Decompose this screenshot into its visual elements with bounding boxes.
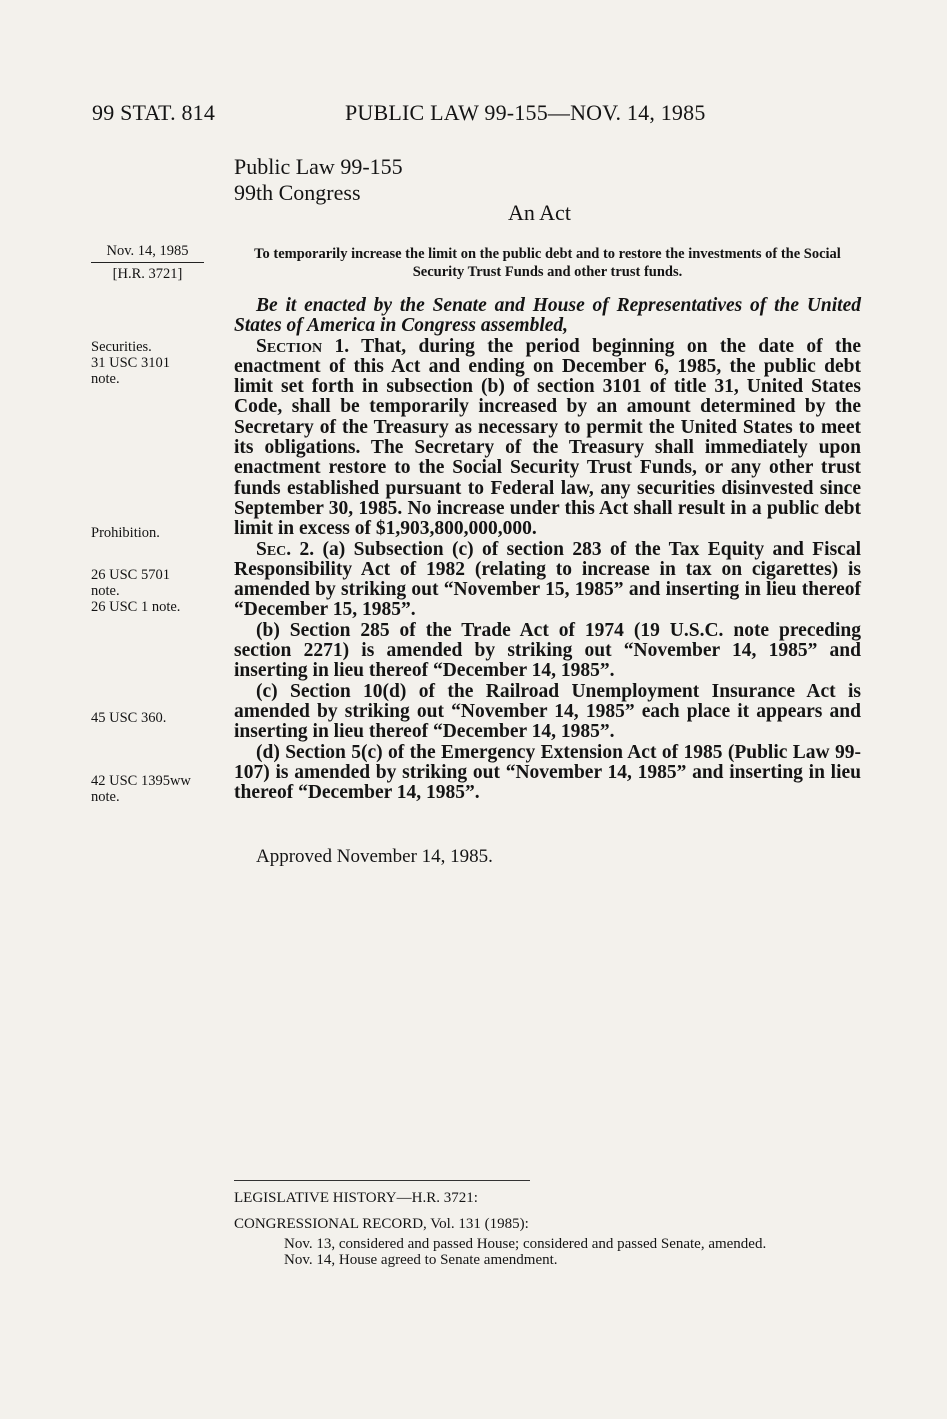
margin-note-line: 42 USC 1395ww bbox=[91, 773, 191, 789]
margin-note-line: note. bbox=[91, 371, 120, 387]
section-2a-text: 2. (a) Subsection (c) of section 283 of the Tax Equity and Fiscal Responsibility Act of 1982 (relating to increase in tax on cigarettes) is amended by striking out “November 15, 1985” and inserting in lieu thereof “December 15, 1985”. bbox=[234, 538, 861, 621]
enacting-clause: Be it enacted by the Senate and House of Representatives of the United States of America in Congress assembled, bbox=[234, 295, 861, 337]
section-1-label: Section bbox=[256, 335, 323, 357]
section-1 bbox=[234, 337, 861, 540]
history-entry: Nov. 14, House agreed to Senate amendment. bbox=[284, 1252, 558, 1268]
section-2a bbox=[234, 540, 861, 621]
margin-note-line: 26 USC 1 note. bbox=[91, 599, 181, 615]
congress-label: 99th Congress bbox=[234, 180, 361, 205]
approval-line: Approved November 14, 1985. bbox=[256, 846, 493, 867]
law-number: Public Law 99-155 bbox=[234, 154, 403, 179]
history-entry: Nov. 13, considered and passed House; considered and passed Senate, amended. bbox=[284, 1236, 767, 1252]
section-2b: (b) Section 285 of the Trade Act of 1974 (19 U.S.C. note preceding section 2271) is amended by striking out “November 14, 1985” and inserting in lieu thereof “December 14, 1985”. bbox=[234, 619, 861, 682]
margin-note bbox=[91, 710, 166, 726]
section-1-text: 1. That, during the period beginning on the date of the enactment of this Act and ending on December 6, 1985, the public debt limit set forth in subsection (b) of section 3101 of title 31, United States Code, shall be temporarily increased by an amount determined by the Secretary of the Treasury as necessary to permit the United States to meet its obligations. The Secretary of the Treasury shall immediately upon enactment restore to the Social Security Trust Funds, or any other trust funds established pursuant to Federal law, any securities disinvested since September 30, 1985. No increase under this Act shall result in a public debt limit in excess of $1,903,800,000,000. bbox=[234, 335, 861, 540]
stat-reference: 99 STAT. 814 bbox=[92, 100, 216, 125]
date-divider bbox=[91, 262, 204, 263]
margin-note bbox=[91, 567, 180, 615]
bill-number: [H.R. 3721] bbox=[112, 266, 183, 282]
margin-note bbox=[91, 525, 160, 541]
margin-note-line: Securities. bbox=[91, 339, 152, 355]
margin-note-line: 26 USC 5701 bbox=[91, 567, 170, 583]
margin-note bbox=[91, 773, 191, 805]
margin-date-block bbox=[91, 243, 204, 283]
purpose-statement: To temporarily increase the limit on the public debt and to restore the investments of the Social Security Trust Funds and other trust funds. bbox=[254, 246, 841, 280]
congressional-record-line: CONGRESSIONAL RECORD, Vol. 131 (1985): bbox=[234, 1216, 529, 1232]
section-2-label: Sec. bbox=[256, 538, 292, 560]
enactment-date: Nov. 14, 1985 bbox=[106, 243, 189, 259]
margin-note-line: 31 USC 3101 bbox=[91, 355, 170, 371]
margin-note-line: note. bbox=[91, 789, 120, 805]
section-2d: (d) Section 5(c) of the Emergency Extension Act of 1985 (Public Law 99-107) is amended by striking out “November 14, 1985” and inserting in lieu thereof “December 14, 1985”. bbox=[234, 741, 861, 804]
margin-note-line: Prohibition. bbox=[91, 525, 160, 541]
margin-note bbox=[91, 339, 170, 387]
legislative-history-heading: LEGISLATIVE HISTORY—H.R. 3721: bbox=[234, 1190, 478, 1206]
running-title: PUBLIC LAW 99-155—NOV. 14, 1985 bbox=[345, 100, 706, 125]
margin-note-line: note. bbox=[91, 583, 120, 599]
act-body bbox=[234, 296, 861, 803]
section-2c: (c) Section 10(d) of the Railroad Unemployment Insurance Act is amended by striking out “November 14, 1985” each place it appears and inserting in lieu thereof “December 14, 1985”. bbox=[234, 680, 861, 743]
margin-note-line: 45 USC 360. bbox=[91, 710, 167, 726]
act-label: An Act bbox=[508, 200, 571, 225]
history-divider bbox=[234, 1180, 530, 1181]
